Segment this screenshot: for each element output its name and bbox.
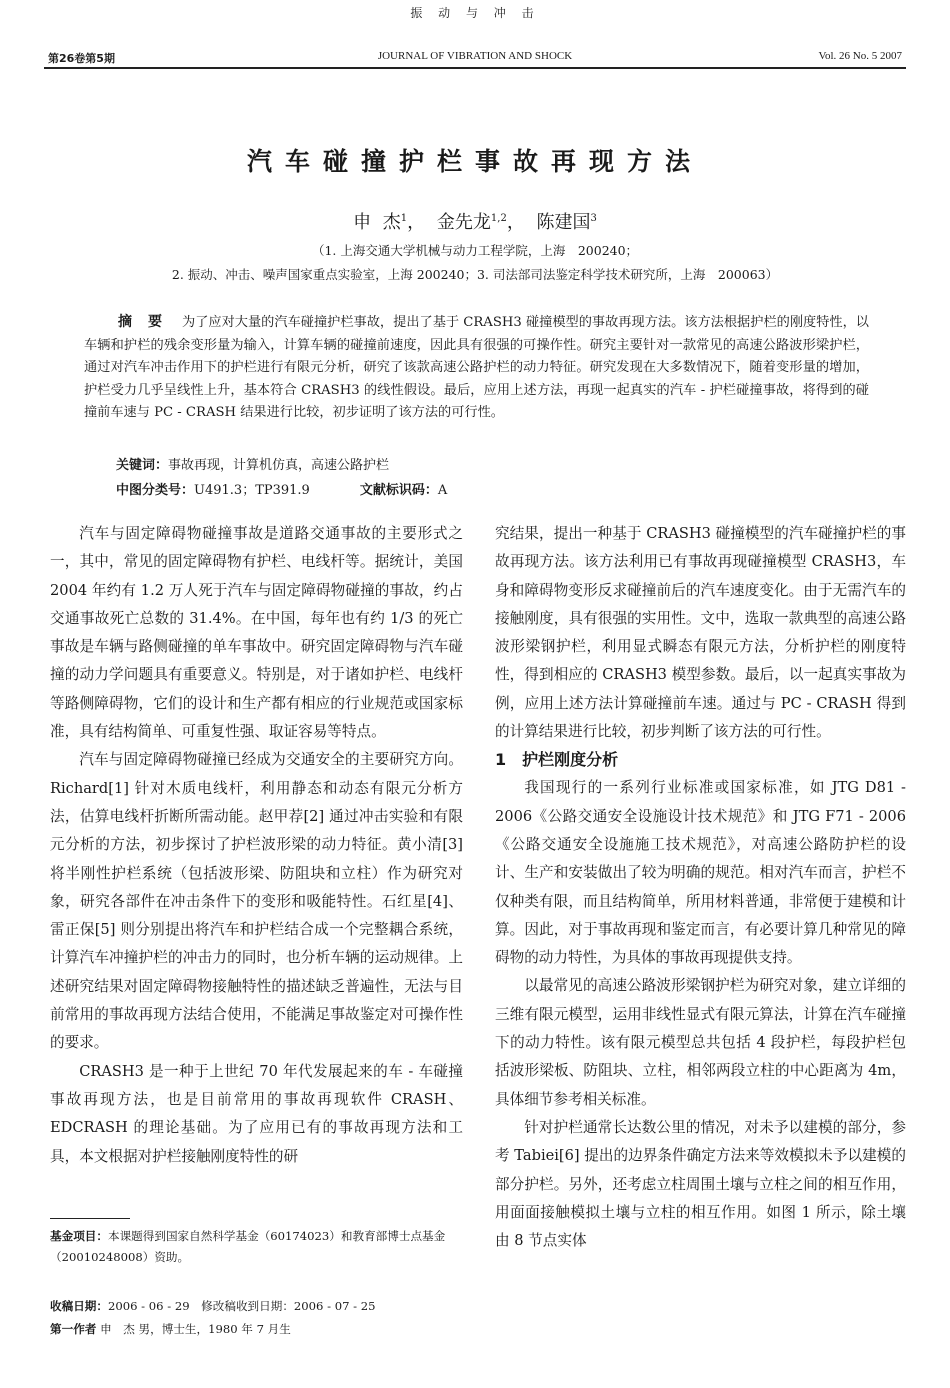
keywords-label: 关键词： (116, 458, 169, 473)
body-paragraph: 汽车与固定障碍物碰撞已经成为交通安全的主要研究方向。Richard[1] 针对木质电线杆，利用静态和动态有限元分析方法，估算电线杆折断所需动能。赵甲荐[2] 通过冲击实验和有限元分析的方法，初步探讨了护栏波形梁的动力特征。黄小清[3] 将半刚性护栏系统（包括波形梁、防阻块和立柱）作为研究对象，研究各部件在冲击条件下的变形和吸能特性。石红星[4]、雷正保[5] 则分别提出将汽车和护栏结合成一个完整耦合系统，计算汽车冲撞护栏的冲击力的同时，也分析车辆的运动规律。上述研究结果对固定障碍物接触特性的描述缺乏普遍性，无法与目前常用的事故再现方法结合使用，不能满足事故鉴定对可操作性的要求。 (50, 751, 463, 1052)
classification-label: 中图分类号： (116, 483, 195, 498)
volume-issue-en: Vol. 26 No. 5 2007 (818, 50, 902, 62)
section-number: 1 (495, 750, 507, 770)
body-column-left (50, 520, 463, 1171)
body-column-right (495, 520, 906, 1255)
author-affiliation-mark: 3 (590, 213, 597, 224)
footnote-text: 本课题得到国家自然科学基金（60174023）和教育部博士点基金（20010248008）资助。 (50, 1229, 446, 1264)
journal-title-en: JOURNAL OF VIBRATION AND SHOCK (377, 50, 573, 62)
footnote-first-author (50, 1319, 470, 1340)
author-name: 申 杰 (353, 212, 401, 233)
affiliation-line: 2. 振动、冲击、噪声国家重点实验室，上海 200240；3. 司法部司法鉴定科学技术研究所，上海 200063） (171, 267, 779, 282)
document-code-label: 文献标识码： (359, 483, 438, 498)
section-heading (495, 746, 906, 774)
author-list: 申 杰$^1$， 金先龙$^{1,2}$， 陈建国$^3$ (353, 212, 597, 233)
header-rule (44, 67, 906, 69)
abstract (84, 311, 869, 425)
footnote-funding (50, 1226, 470, 1268)
author-name: 金先龙 (436, 212, 491, 233)
body-paragraph: 汽车与固定障碍物碰撞事故是道路交通事故的主要形式之一，其中，常见的固定障碍物有护栏、电线杆等。据统计，美国 2004 年约有 1.2 万人死于汽车与固定障碍物碰撞的事故，约占交通事故死亡总数的 31.4%。在中国，每年也有约 1/3 的死亡事故是车辆与路侧碰撞的单车事故中。研究固定障碍物与汽车碰撞的动力学问题具有重要意义。特别是，对于诸如护栏、电线杆等路侧障碍物，它们的设计和生产都有相应的行业规范或国家标准，具有结构简单、可重复性强、取证容易等特点。 (50, 525, 463, 741)
author-name: 陈建国 (536, 212, 591, 233)
author-affiliation-mark: 1 (400, 213, 408, 224)
abstract-label: 摘要 (118, 314, 179, 330)
body-paragraph: 我国现行的一系列行业标准或国家标准，如 JTG D81 - 2006《公路交通安全设施设计技术规范》和 JTG F71 - 2006《公路交通安全设施施工技术规范》，对高速公路防护栏的设计、生产和安装做出了较为明确的规范。相对汽车而言，护栏不仅种类有限，而且结构简单，所用材料普通，非常便于建模和计算。因此，对于事故再现和鉴定而言，有必要计算几种常见的障碍物的动力特性，为具体的事故再现提供支持。 (495, 779, 906, 967)
body-paragraph: 以最常见的高速公路波形梁钢护栏为研究对象，建立详细的三维有限元模型，运用非线性显式有限元算法，计算在汽车碰撞下的动力特性。该有限元模型总共包括 4 段护栏，每段护栏包括波形梁板、防阻块、立柱，相邻两段立柱的中心距离为 4m，具体细节参考相关标准。 (495, 977, 906, 1108)
body-paragraph-continued: 究结果，提出一种基于 CRASH3 碰撞模型的汽车碰撞护栏的事故再现方法。该方法利用已有事故再现碰撞模型 CRASH3，车身和障碍物变形反求碰撞前后的汽车速度变化。由于无需汽车的接触刚度，具有很强的实用性。文中，选取一款典型的高速公路波形梁钢护栏，利用显式瞬态有限元方法，分析护栏的刚度特性，得到相应的 CRASH3 模型参数。最后，以一起真实事故为例，应用上述方法计算碰撞前车速。通过与 PC - CRASH 得到的计算结果进行比较，初步判断了该方法的可行性。 (495, 525, 906, 741)
footnote-rule (50, 1218, 130, 1219)
body-paragraph: 针对护栏通常长达数公里的情况，对未予以建模的部分，参考 Tabiei[6] 提出的边界条件确定方法来等效模拟未予以建模的部分护栏。另外，还考虑立柱周围土壤与立柱之间的相互作用，用面面接触模拟土壤与立柱的相互作用。如图 1 所示，除土壤由 8 节点实体 (495, 1118, 906, 1250)
keywords (116, 454, 856, 473)
body-paragraph: CRASH3 是一种于上世纪 70 年代发展起来的车 - 车碰撞事故再现方法，也是目前常用的事故再现软件 CRASH、EDCRASH 的理论基础。为了应用已有的事故再现方法和工具，本文根据对护栏接触刚度特性的研 (50, 1062, 463, 1165)
footnote-text: 2006 - 06 - 29 修改稿收到日期：2006 - 07 - 25 (107, 1299, 376, 1313)
author-affiliation-mark: 1,2 (490, 213, 507, 224)
footnote-label: 基金项目： (50, 1229, 108, 1243)
footnote-label: 第一作者 (50, 1322, 97, 1336)
footnote-label: 收稿日期： (50, 1299, 108, 1313)
affiliation-line: （1. 上海交通大学机械与动力工程学院，上海 200240； (311, 243, 639, 258)
section-title: 护栏刚度分析 (522, 750, 619, 770)
classification (116, 479, 856, 498)
document-code: A (437, 483, 448, 498)
keywords-text: 事故再现，计算机仿真，高速公路护栏 (168, 458, 390, 473)
paper-title: 汽车碰撞护栏事故再现方法 (246, 147, 703, 176)
abstract-text: 为了应对大量的汽车碰撞护栏事故，提出了基于 CRASH3 碰撞模型的事故再现方法。该方法根据护栏的刚度特性，以车辆和护栏的残余变形量为输入，计算车辆的碰撞前速度，因此具有很强的可操作性。研究主要针对一款常见的高速公路波形梁护栏，通过对汽车冲击作用下的护栏进行有限元分析，研究了该款高速公路护栏的动力特征。研究发现在大多数情况下，随着变形量的增加，护栏受力几乎呈线性上升，基本符合 CRASH3 的线性假设。最后，应用上述方法，再现一起真实的汽车 - 护栏碰撞事故，将得到的碰撞前车速与 PC - CRASH 结果进行比较，初步证明了该方法的可行性。 (84, 315, 869, 421)
footnote-text: 申 杰 男，博士生，1980 年 7 月生 (100, 1322, 291, 1336)
volume-issue-cn: 第26卷第5期 (48, 52, 115, 65)
footnote-dates (50, 1296, 470, 1317)
classification-code: U491.3；TP391.9 (194, 483, 310, 498)
journal-title-cn: 振 动 与 冲 击 (410, 6, 540, 20)
